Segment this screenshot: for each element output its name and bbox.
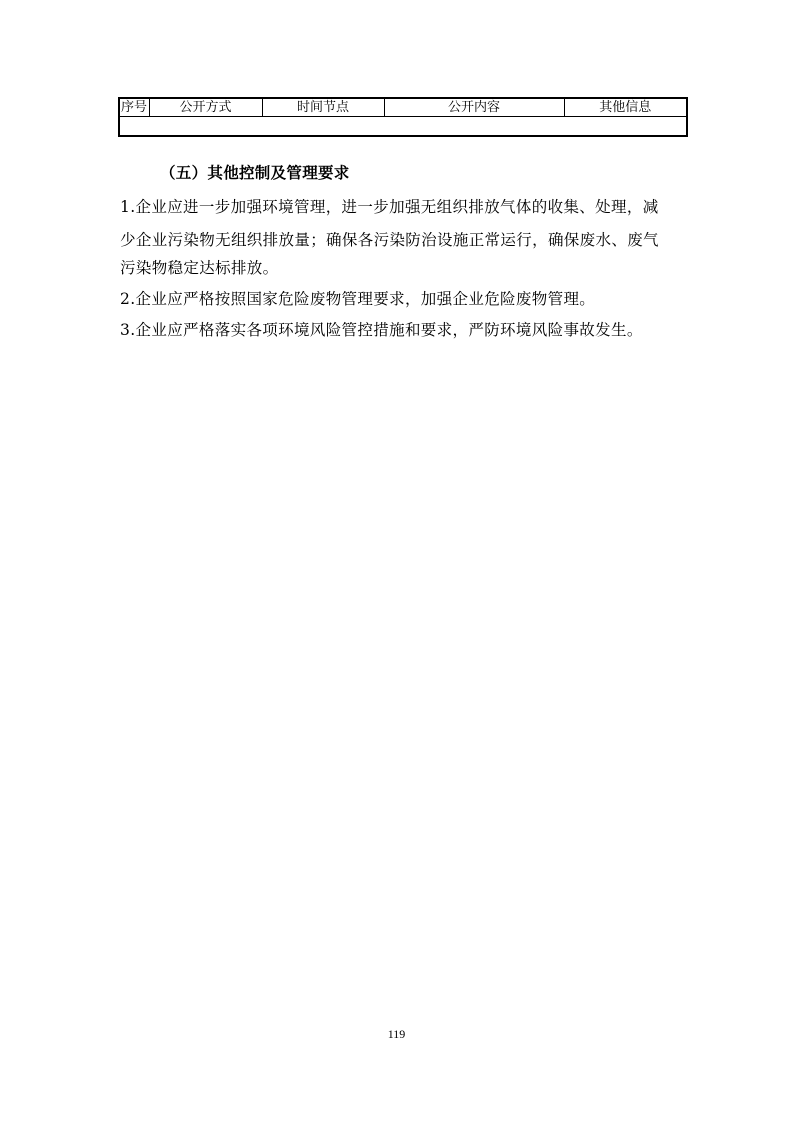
- table-header-row: [119, 98, 687, 117]
- paragraph-1-line-3: 污染物稳定达标排放。: [120, 259, 279, 277]
- section-heading: （五）其他控制及管理要求: [160, 164, 350, 182]
- table-cell-empty: [119, 117, 687, 137]
- paragraph-2: 2.企业应严格按照国家危险废物管理要求，加强企业危险废物管理。: [120, 290, 596, 308]
- paragraph-1-line-1: 1.企业应进一步加强环境管理，进一步加强无组织排放气体的收集、处理，减: [120, 198, 659, 216]
- page-number: 119: [387, 1027, 406, 1041]
- table-header-cell-content: 公开内容: [384, 98, 564, 117]
- table-header-cell-other: 其他信息: [564, 98, 687, 117]
- table-header-cell-time: 时间节点: [262, 98, 384, 117]
- paragraph-1-line-2: 少企业污染物无组织排放量；确保各污染防治设施正常运行，确保废水、废气: [120, 231, 659, 249]
- disclosure-table: [118, 97, 688, 137]
- table-header-cell-method: 公开方式: [149, 98, 262, 117]
- table-header-cell-index: 序号: [121, 100, 148, 115]
- table-row: [119, 117, 687, 137]
- paragraph-3: 3.企业应严格落实各项环境风险管控措施和要求，严防环境风险事故发生。: [120, 321, 643, 339]
